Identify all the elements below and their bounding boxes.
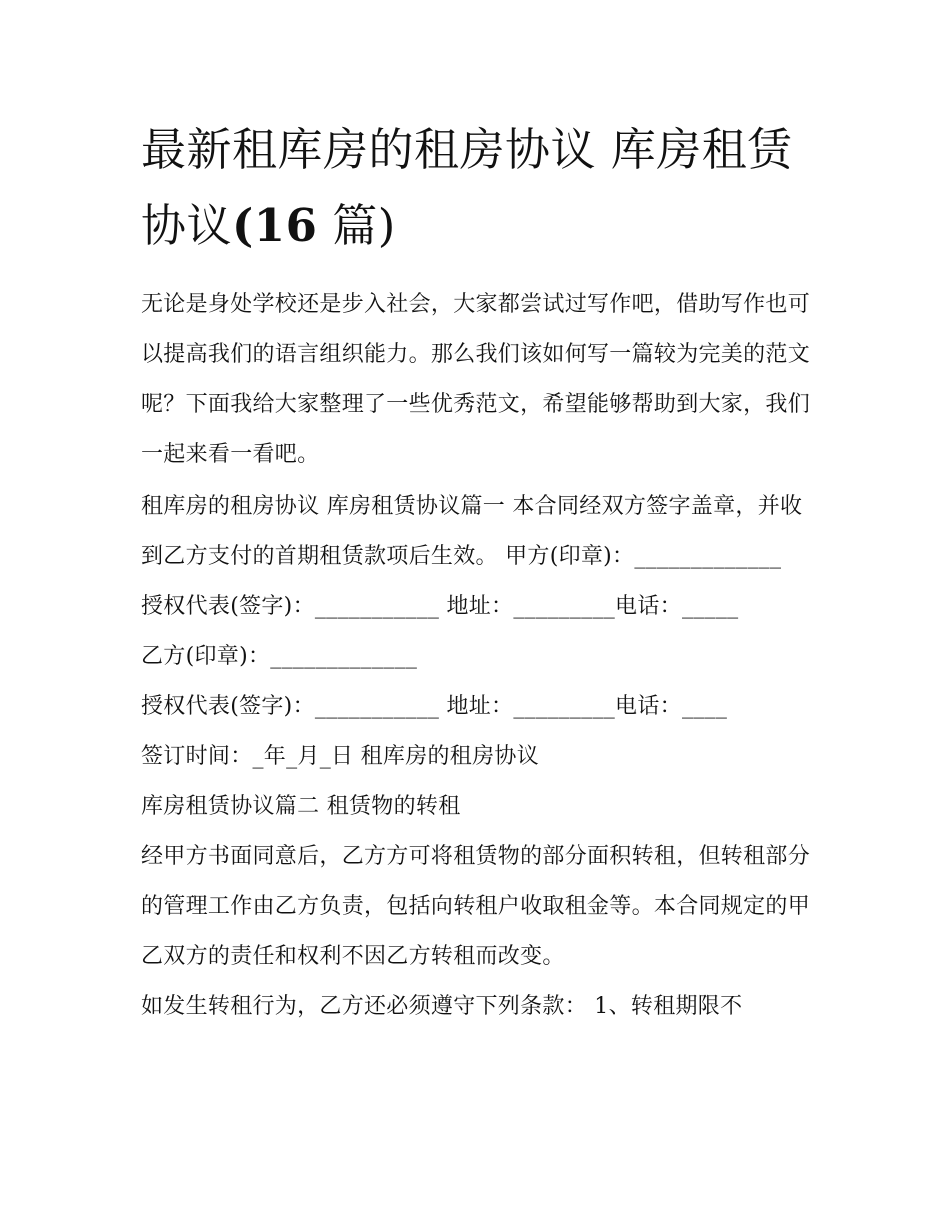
agreement-two-heading: 库房租赁协议篇二 租赁物的转租: [141, 794, 461, 819]
party-a-representative-line: 授权代表(签字)：___________ 地址：_________电话：_____: [141, 594, 739, 619]
signing-date-line: 签订时间：_年_月_日 租库房的租房协议: [141, 744, 539, 769]
title-suffix: 篇): [317, 199, 396, 252]
agreement-one-paragraph: 租库房的租房协议 库房租赁协议篇一 本合同经双方签字盖章，并收到乙方支付的首期租赁款项后生效。 甲方(印章)：_____________: [141, 494, 803, 569]
document-page: [141, 112, 813, 1032]
party-b-seal-line: 乙方(印章)：_____________: [141, 644, 418, 669]
sublease-paragraph: 经甲方书面同意后，乙方方可将租赁物的部分面积转租，但转租部分的管理工作由乙方负责，包括向转租户收取租金等。本合同规定的甲乙双方的责任和权利不因乙方转租而改变。: [141, 844, 811, 969]
sublease-terms-paragraph: 如发生转租行为，乙方还必须遵守下列条款： 1、转租期限不: [141, 994, 743, 1019]
document-title: [141, 112, 813, 264]
party-b-representative-line: 授权代表(签字)：___________ 地址：_________电话：____: [141, 694, 728, 719]
title-count: (16: [232, 199, 318, 252]
intro-paragraph: 无论是身处学校还是步入社会，大家都尝试过写作吧，借助写作也可以提高我们的语言组织能力。那么我们该如何写一篇较为完美的范文呢？下面我给大家整理了一些优秀范文，希望能够帮助到大家，我们一起来看一看吧。: [141, 292, 811, 467]
title-text: 最新租库房的租房协议 库房租赁协议: [141, 123, 793, 252]
